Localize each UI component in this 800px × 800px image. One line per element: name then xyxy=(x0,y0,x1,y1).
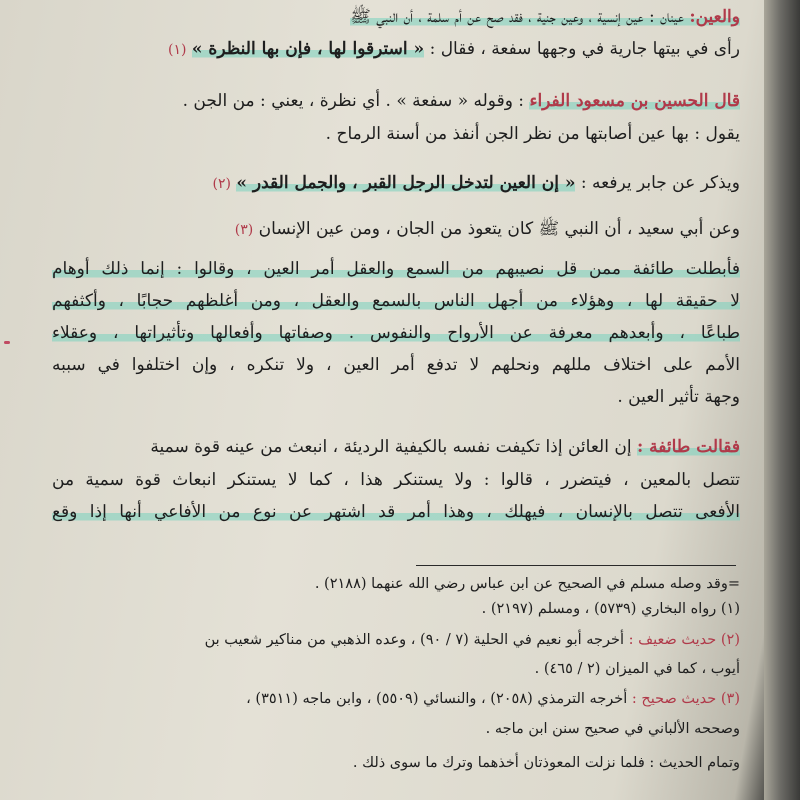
footnote-text: أيوب ، كما في الميزان (٢ / ٤٦٥) . xyxy=(534,661,740,677)
line-text: : وقوله « سفعة » . أي نظرة ، يعني : من الجن . xyxy=(182,91,525,111)
footnote-line xyxy=(52,658,740,680)
line-text: طباعًا ، وأبعدهم معرفة عن الأرواح والنفوس . وصفاتها وأفعالها وتأثيراتها ، وعقلاء xyxy=(52,323,740,343)
footnote-line xyxy=(52,629,740,651)
text-line xyxy=(52,88,740,114)
footnote-line xyxy=(52,752,740,774)
text-line xyxy=(52,121,740,147)
line-text: وجهة تأثير العين . xyxy=(617,387,740,407)
footnote-text: =وقد وصله مسلم في الصحيح عن ابن عباس رضي الله عنهما (٢١٨٨) . xyxy=(314,576,740,592)
line-text: الأمم على اختلاف مللهم ونحلهم لا تدفع أمر العين ، ولا تنكره ، وإن اختلفوا في سببه xyxy=(52,355,740,375)
footnote-rubric: (٣) حديث صحيح : xyxy=(631,691,740,707)
footnote-rubric: (٢) حديث ضعيف : xyxy=(628,632,740,648)
text-line xyxy=(52,216,740,243)
footnote-line xyxy=(52,573,740,595)
line-text: لا حقيقة لها ، وهؤلاء من أجهل الناس بالسمع والعقل ، ومن أغلظهم حجابًا ، وأكثفهم xyxy=(52,291,740,311)
line-text: إن العائن إذا تكيفت نفسه بالكيفية الرديئة ، انبعث من عينه قوة سمية xyxy=(150,437,632,457)
rubric-label: قال الحسين بن مسعود الفراء xyxy=(529,91,740,111)
text-line xyxy=(52,170,740,197)
rubric-label: فقالت طائفة : xyxy=(636,437,740,457)
line-text: الأفعى تتصل بالإنسان ، فيهلك ، وهذا أمر قد اشتهر عن نوع من الأفاعي أنها إذا وقع xyxy=(52,502,740,522)
page-edge-shadow xyxy=(764,0,800,800)
footnote-ref: (١) xyxy=(168,42,187,58)
line-text: ويذكر عن جابر يرفعه : xyxy=(580,173,740,193)
line-text: يقول : بها عين أصابتها من نظر الجن أنفذ من أسنة الرماح . xyxy=(325,124,740,144)
footnote-ref: (٣) xyxy=(234,222,254,238)
text-line xyxy=(52,320,740,346)
footnote-text: وتمام الحديث : فلما نزلت المعوذتان أخذهما وترك ما سوى ذلك . xyxy=(352,755,740,771)
line-text: عينان : عين إنسية ، وعين جنية ، فقد صح عن أم سلمة ، أن النبي ﷺ xyxy=(350,7,684,27)
text-line xyxy=(52,36,740,63)
text-line xyxy=(52,288,740,314)
line-text: تتصل بالمعين ، فيتضرر ، قالوا : ولا يستنكر هذا ، كما لا يستنكر انبعاث قوة سمية من xyxy=(52,470,740,490)
text-line xyxy=(52,467,740,493)
line-text: فأبطلت طائفة ممن قل نصيبهم من السمع والعقل أمر العين ، وقالوا : إنما ذلك أوهام xyxy=(52,259,740,279)
rubric-label: والعين: xyxy=(689,7,740,27)
footnote-text: (١) رواه البخاري (٥٧٣٩) ، ومسلم (٢١٩٧) . xyxy=(481,601,740,617)
footnote-ref: (٢) xyxy=(212,176,231,192)
footnote-text: أخرجه أبو نعيم في الحلية (٧ / ٩٠) ، وعده الذهبي من مناكير شعيب بن xyxy=(204,632,624,648)
footnote-separator xyxy=(416,565,736,566)
footnote-line xyxy=(52,688,740,710)
line-text: رأى في بيتها جارية في وجهها سفعة ، فقال : xyxy=(429,39,740,59)
text-line xyxy=(52,434,740,460)
text-line xyxy=(52,384,740,410)
footnote-text: وصححه الألباني في صحيح سنن ابن ماجه . xyxy=(485,721,740,737)
footnote-text: أخرجه الترمذي (٢٠٥٨) ، والنسائي (٥٥٠٩) ، وابن ماجه (٣٥١١) ، xyxy=(246,691,628,707)
hadith-quote: « استرقوا لها ، فإن بها النظرة » xyxy=(191,39,425,59)
text-line xyxy=(52,352,740,378)
text-line xyxy=(52,256,740,282)
footnote-line xyxy=(52,718,740,740)
text-line xyxy=(52,4,740,30)
hadith-quote: « إن العين لتدخل الرجل القبر ، والجمل القدر » xyxy=(236,173,576,193)
line-text: وعن أبي سعيد ، أن النبي ﷺ كان يتعوذ من الجان ، ومن عين الإنسان xyxy=(258,219,740,239)
margin-mark xyxy=(4,341,10,344)
text-line xyxy=(52,499,740,525)
footnote-line xyxy=(52,598,740,620)
